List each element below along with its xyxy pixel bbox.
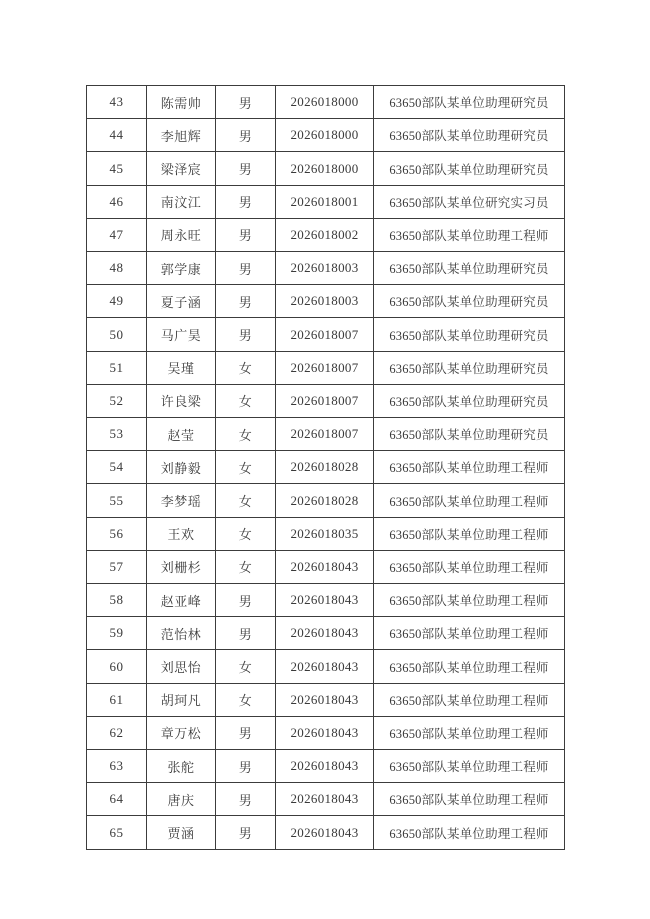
position-cell: 63650部队某单位助理工程师: [374, 218, 565, 251]
position-cell: 63650部队某单位助理工程师: [374, 683, 565, 716]
row-index-cell: 55: [87, 484, 147, 517]
gender-cell: 女: [216, 384, 276, 417]
code-cell: 2026018043: [276, 550, 374, 583]
position-cell: 63650部队某单位助理工程师: [374, 517, 565, 550]
row-index-cell: 61: [87, 683, 147, 716]
row-index-cell: 52: [87, 384, 147, 417]
table-row: [87, 617, 565, 650]
code-cell: 2026018043: [276, 816, 374, 850]
code-cell: 2026018043: [276, 783, 374, 816]
position-cell: 63650部队某单位助理工程师: [374, 484, 565, 517]
code-cell: 2026018007: [276, 384, 374, 417]
name-cell: 范怡林: [147, 617, 216, 650]
gender-cell: 女: [216, 550, 276, 583]
position-cell: 63650部队某单位助理研究员: [374, 418, 565, 451]
position-cell: 63650部队某单位助理工程师: [374, 584, 565, 617]
table-row: [87, 418, 565, 451]
gender-cell: 女: [216, 650, 276, 683]
gender-cell: 女: [216, 683, 276, 716]
name-cell: 王欢: [147, 517, 216, 550]
position-cell: 63650部队某单位助理研究员: [374, 152, 565, 185]
name-cell: 夏子涵: [147, 285, 216, 318]
row-index-cell: 59: [87, 617, 147, 650]
row-index-cell: 57: [87, 550, 147, 583]
table-row: [87, 783, 565, 816]
gender-cell: 男: [216, 617, 276, 650]
table-row: [87, 318, 565, 351]
row-index-cell: 65: [87, 816, 147, 850]
gender-cell: 男: [216, 152, 276, 185]
table-row: [87, 517, 565, 550]
position-cell: 63650部队某单位助理研究员: [374, 252, 565, 285]
gender-cell: 男: [216, 816, 276, 850]
code-cell: 2026018043: [276, 750, 374, 783]
roster-table-body: [87, 86, 565, 850]
code-cell: 2026018035: [276, 517, 374, 550]
position-cell: 63650部队某单位助理工程师: [374, 783, 565, 816]
table-row: [87, 683, 565, 716]
table-row: [87, 550, 565, 583]
position-cell: 63650部队某单位助理研究员: [374, 119, 565, 152]
row-index-cell: 49: [87, 285, 147, 318]
position-cell: 63650部队某单位助理研究员: [374, 351, 565, 384]
position-cell: 63650部队某单位助理工程师: [374, 816, 565, 850]
row-index-cell: 56: [87, 517, 147, 550]
table-row: [87, 218, 565, 251]
code-cell: 2026018043: [276, 683, 374, 716]
table-row: [87, 650, 565, 683]
gender-cell: 男: [216, 584, 276, 617]
gender-cell: 男: [216, 783, 276, 816]
row-index-cell: 62: [87, 716, 147, 749]
code-cell: 2026018043: [276, 716, 374, 749]
gender-cell: 男: [216, 86, 276, 119]
name-cell: 许良梁: [147, 384, 216, 417]
name-cell: 李旭辉: [147, 119, 216, 152]
gender-cell: 男: [216, 252, 276, 285]
name-cell: 郭学康: [147, 252, 216, 285]
code-cell: 2026018043: [276, 584, 374, 617]
table-row: [87, 152, 565, 185]
position-cell: 63650部队某单位助理研究员: [374, 318, 565, 351]
gender-cell: 男: [216, 285, 276, 318]
gender-cell: 男: [216, 218, 276, 251]
name-cell: 张舵: [147, 750, 216, 783]
position-cell: 63650部队某单位助理研究员: [374, 285, 565, 318]
row-index-cell: 63: [87, 750, 147, 783]
gender-cell: 男: [216, 119, 276, 152]
table-row: [87, 185, 565, 218]
row-index-cell: 53: [87, 418, 147, 451]
code-cell: 2026018028: [276, 451, 374, 484]
code-cell: 2026018000: [276, 119, 374, 152]
row-index-cell: 48: [87, 252, 147, 285]
personnel-roster-table: [86, 85, 565, 850]
gender-cell: 男: [216, 716, 276, 749]
position-cell: 63650部队某单位助理研究员: [374, 86, 565, 119]
name-cell: 赵莹: [147, 418, 216, 451]
position-cell: 63650部队某单位研究实习员: [374, 185, 565, 218]
code-cell: 2026018001: [276, 185, 374, 218]
name-cell: 贾涵: [147, 816, 216, 850]
row-index-cell: 44: [87, 119, 147, 152]
gender-cell: 男: [216, 318, 276, 351]
position-cell: 63650部队某单位助理工程师: [374, 451, 565, 484]
name-cell: 周永旺: [147, 218, 216, 251]
position-cell: 63650部队某单位助理工程师: [374, 750, 565, 783]
code-cell: 2026018028: [276, 484, 374, 517]
row-index-cell: 43: [87, 86, 147, 119]
row-index-cell: 51: [87, 351, 147, 384]
gender-cell: 女: [216, 451, 276, 484]
code-cell: 2026018007: [276, 351, 374, 384]
row-index-cell: 50: [87, 318, 147, 351]
row-index-cell: 54: [87, 451, 147, 484]
name-cell: 胡珂凡: [147, 683, 216, 716]
name-cell: 李梦瑶: [147, 484, 216, 517]
row-index-cell: 64: [87, 783, 147, 816]
gender-cell: 女: [216, 517, 276, 550]
gender-cell: 男: [216, 185, 276, 218]
table-row: [87, 351, 565, 384]
code-cell: 2026018002: [276, 218, 374, 251]
code-cell: 2026018007: [276, 418, 374, 451]
gender-cell: 男: [216, 750, 276, 783]
table-row: [87, 484, 565, 517]
row-index-cell: 60: [87, 650, 147, 683]
table-row: [87, 750, 565, 783]
name-cell: 唐庆: [147, 783, 216, 816]
table-row: [87, 384, 565, 417]
code-cell: 2026018043: [276, 650, 374, 683]
code-cell: 2026018000: [276, 152, 374, 185]
position-cell: 63650部队某单位助理工程师: [374, 617, 565, 650]
position-cell: 63650部队某单位助理工程师: [374, 716, 565, 749]
table-row: [87, 584, 565, 617]
code-cell: 2026018007: [276, 318, 374, 351]
name-cell: 赵亚峰: [147, 584, 216, 617]
table-row: [87, 816, 565, 850]
code-cell: 2026018000: [276, 86, 374, 119]
name-cell: 南汶江: [147, 185, 216, 218]
table-row: [87, 86, 565, 119]
gender-cell: 女: [216, 418, 276, 451]
table-row: [87, 716, 565, 749]
row-index-cell: 46: [87, 185, 147, 218]
position-cell: 63650部队某单位助理研究员: [374, 384, 565, 417]
name-cell: 刘栅杉: [147, 550, 216, 583]
name-cell: 梁泽宸: [147, 152, 216, 185]
position-cell: 63650部队某单位助理工程师: [374, 550, 565, 583]
table-row: [87, 119, 565, 152]
gender-cell: 女: [216, 351, 276, 384]
code-cell: 2026018003: [276, 285, 374, 318]
row-index-cell: 47: [87, 218, 147, 251]
name-cell: 刘思怡: [147, 650, 216, 683]
name-cell: 章万松: [147, 716, 216, 749]
gender-cell: 女: [216, 484, 276, 517]
name-cell: 马广昊: [147, 318, 216, 351]
code-cell: 2026018003: [276, 252, 374, 285]
name-cell: 刘静毅: [147, 451, 216, 484]
row-index-cell: 58: [87, 584, 147, 617]
table-row: [87, 252, 565, 285]
table-row: [87, 451, 565, 484]
position-cell: 63650部队某单位助理工程师: [374, 650, 565, 683]
code-cell: 2026018043: [276, 617, 374, 650]
row-index-cell: 45: [87, 152, 147, 185]
table-row: [87, 285, 565, 318]
name-cell: 吴瑾: [147, 351, 216, 384]
name-cell: 陈需帅: [147, 86, 216, 119]
